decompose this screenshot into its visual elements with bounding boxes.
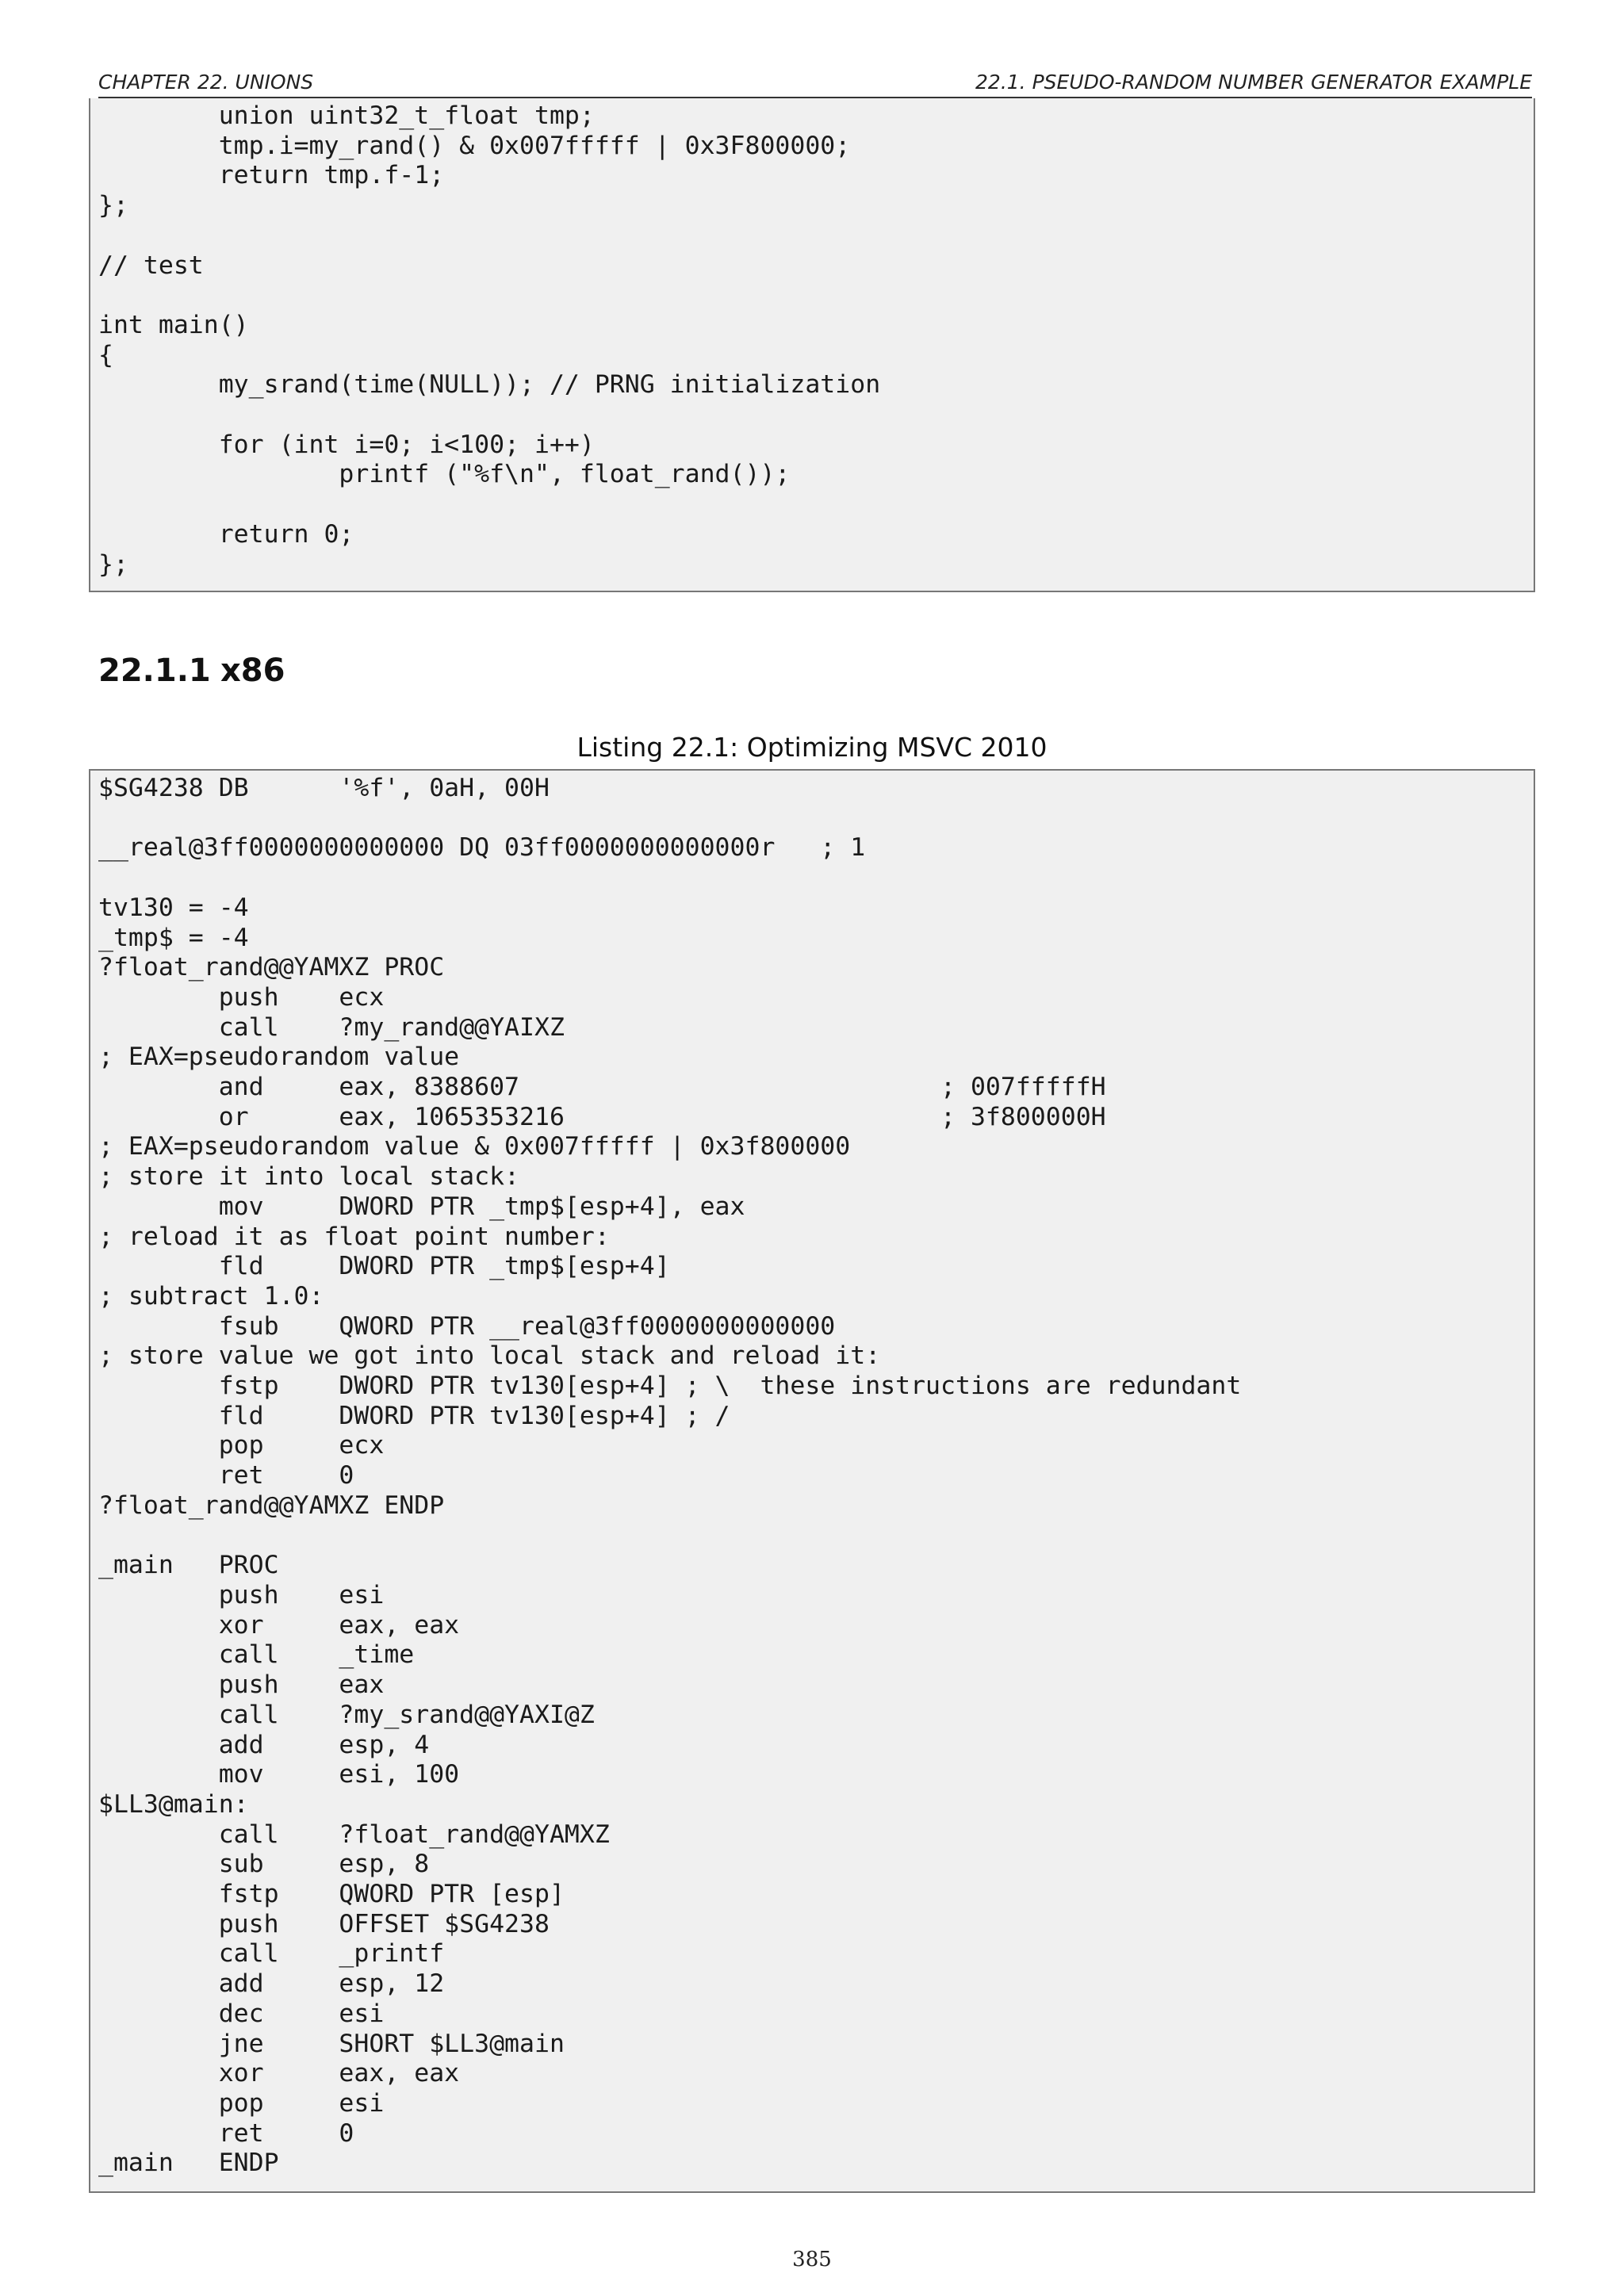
chapter-title: CHAPTER 22. UNIONS [98,71,314,94]
section-number: 22.1.1 [98,652,211,689]
section-title: x86 [220,652,285,689]
listing-caption: Listing 22.1: Optimizing MSVC 2010 [576,732,1048,763]
code-block-c-source: union uint32_t_float tmp; tmp.i=my_rand() & 0x007fffff | 0x3F800000; return tmp.f-1; }; // test int main() { my_srand(time(NULL)); // PRNG initialization for (int i=0; i<100; i++) printf ("%f\n", float_rand()); return 0; }; [89,98,1535,592]
section-heading [98,649,285,693]
running-header [98,68,1532,98]
page-number: 385 [792,2248,832,2271]
code-block-msvc-listing: $SG4238 DB '%f', 0aH, 00H __real@3ff0000000000000 DQ 03ff0000000000000r ; 1 tv130 = -4 _tmp$ = -4 ?float_rand@@YAMXZ PROC push ecx call ?my_rand@@YAIXZ ; EAX=pseudorandom value and eax, 8388607 ; 007fffffH or eax, 1065353216 ; 3f800000H ; EAX=pseudorandom value & 0x007fffff | 0x3f800000 ; store it into local stack: mov DWORD PTR _tmp$[esp+4], eax ; reload it as float point number: fld DWORD PTR _tmp$[esp+4] ; subtract 1.0: fsub QWORD PTR __real@3ff0000000000000 ; store value we got into local stack and reload it: fstp DWORD PTR tv130[esp+4] ; \ these instructions are redundant fld DWORD PTR tv130[esp+4] ; / pop ecx ret 0 ?float_rand@@YAMXZ ENDP _main PROC push esi xor eax, eax call _time push eax call ?my_srand@@YAXI@Z add esp, 4 mov esi, 100 $LL3@main: call ?float_rand@@YAMXZ sub esp, 8 fstp QWORD PTR [esp] push OFFSET $SG4238 call _printf add esp, 12 dec esi jne SHORT $LL3@main xor eax, eax pop esi ret 0 _main ENDP [89,769,1535,2193]
section-running-title: 22.1. PSEUDO-RANDOM NUMBER GENERATOR EXAMPLE [975,71,1532,94]
